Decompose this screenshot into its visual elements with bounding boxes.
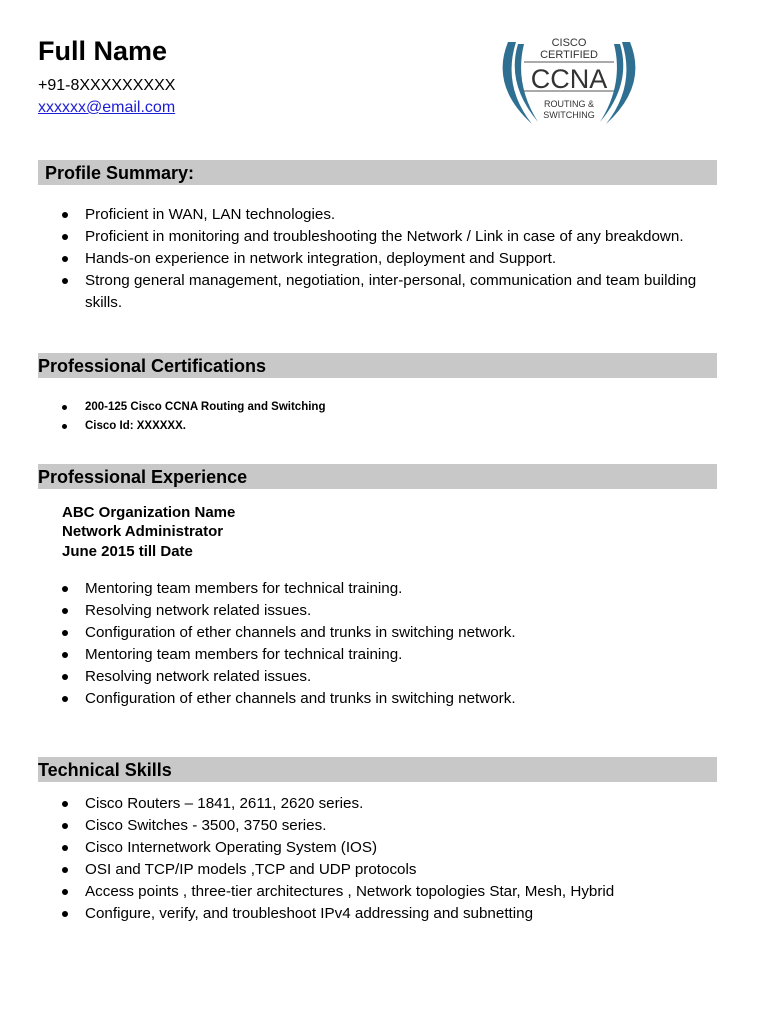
ccna-logo <box>494 34 644 128</box>
list-item: Cisco Internetwork Operating System (IOS) <box>38 837 718 859</box>
phone-number: +91-8XXXXXXXXX <box>38 77 176 94</box>
skills-list <box>38 793 718 925</box>
list-item: Configuration of ether channels and trunks in switching network. <box>38 688 718 710</box>
logo-ccna: CCNA <box>530 64 608 94</box>
list-item: Mentoring team members for technical training. <box>38 578 718 600</box>
logo-routing: ROUTING & <box>543 99 595 109</box>
job-period: June 2015 till Date <box>62 543 193 560</box>
list-item: Access points , three-tier architectures , Network topologies Star, Mesh, Hybrid <box>38 881 718 903</box>
list-item: 200-125 Cisco CCNA Routing and Switching <box>38 398 718 417</box>
full-name: Full Name <box>38 36 168 66</box>
list-item: Strong general management, negotiation, inter-personal, communication and team building skills. <box>38 270 728 314</box>
job-role: Network Administrator <box>62 523 224 540</box>
list-item: Resolving network related issues. <box>38 600 718 622</box>
logo-cisco: CISCO <box>551 37 587 49</box>
logo-switching: SWITCHING <box>543 110 595 120</box>
organization-name: ABC Organization Name <box>62 504 236 521</box>
list-item: Configure, verify, and troubleshoot IPv4 addressing and subnetting <box>38 903 718 925</box>
list-item: Mentoring team members for technical training. <box>38 644 718 666</box>
list-item: Proficient in monitoring and troubleshooting the Network / Link in case of any breakdown. <box>38 226 728 248</box>
skills-heading: Technical Skills <box>38 760 172 780</box>
profile-summary-heading-bar <box>38 160 717 185</box>
email-link[interactable]: xxxxxx@email.com <box>38 99 176 116</box>
list-item: Proficient in WAN, LAN technologies. <box>38 204 728 226</box>
certifications-heading-bar <box>38 353 717 378</box>
skills-heading-bar <box>38 757 717 782</box>
list-item: Cisco Routers – 1841, 2611, 2620 series. <box>38 793 718 815</box>
profile-summary-list <box>38 204 728 314</box>
list-item: Cisco Switches - 3500, 3750 series. <box>38 815 718 837</box>
list-item: Resolving network related issues. <box>38 666 718 688</box>
list-item: Hands-on experience in network integration, deployment and Support. <box>38 248 728 270</box>
certifications-heading: Professional Certifications <box>38 356 267 376</box>
profile-summary-heading: Profile Summary: <box>45 163 195 183</box>
certifications-list <box>38 398 718 436</box>
experience-heading-bar <box>38 464 717 489</box>
list-item: Configuration of ether channels and trunks in switching network. <box>38 622 718 644</box>
experience-list <box>38 578 718 710</box>
list-item: OSI and TCP/IP models ,TCP and UDP protocols <box>38 859 718 881</box>
list-item: Cisco Id: XXXXXX. <box>38 417 718 436</box>
experience-heading: Professional Experience <box>38 467 248 487</box>
logo-certified: CERTIFIED <box>540 49 598 61</box>
